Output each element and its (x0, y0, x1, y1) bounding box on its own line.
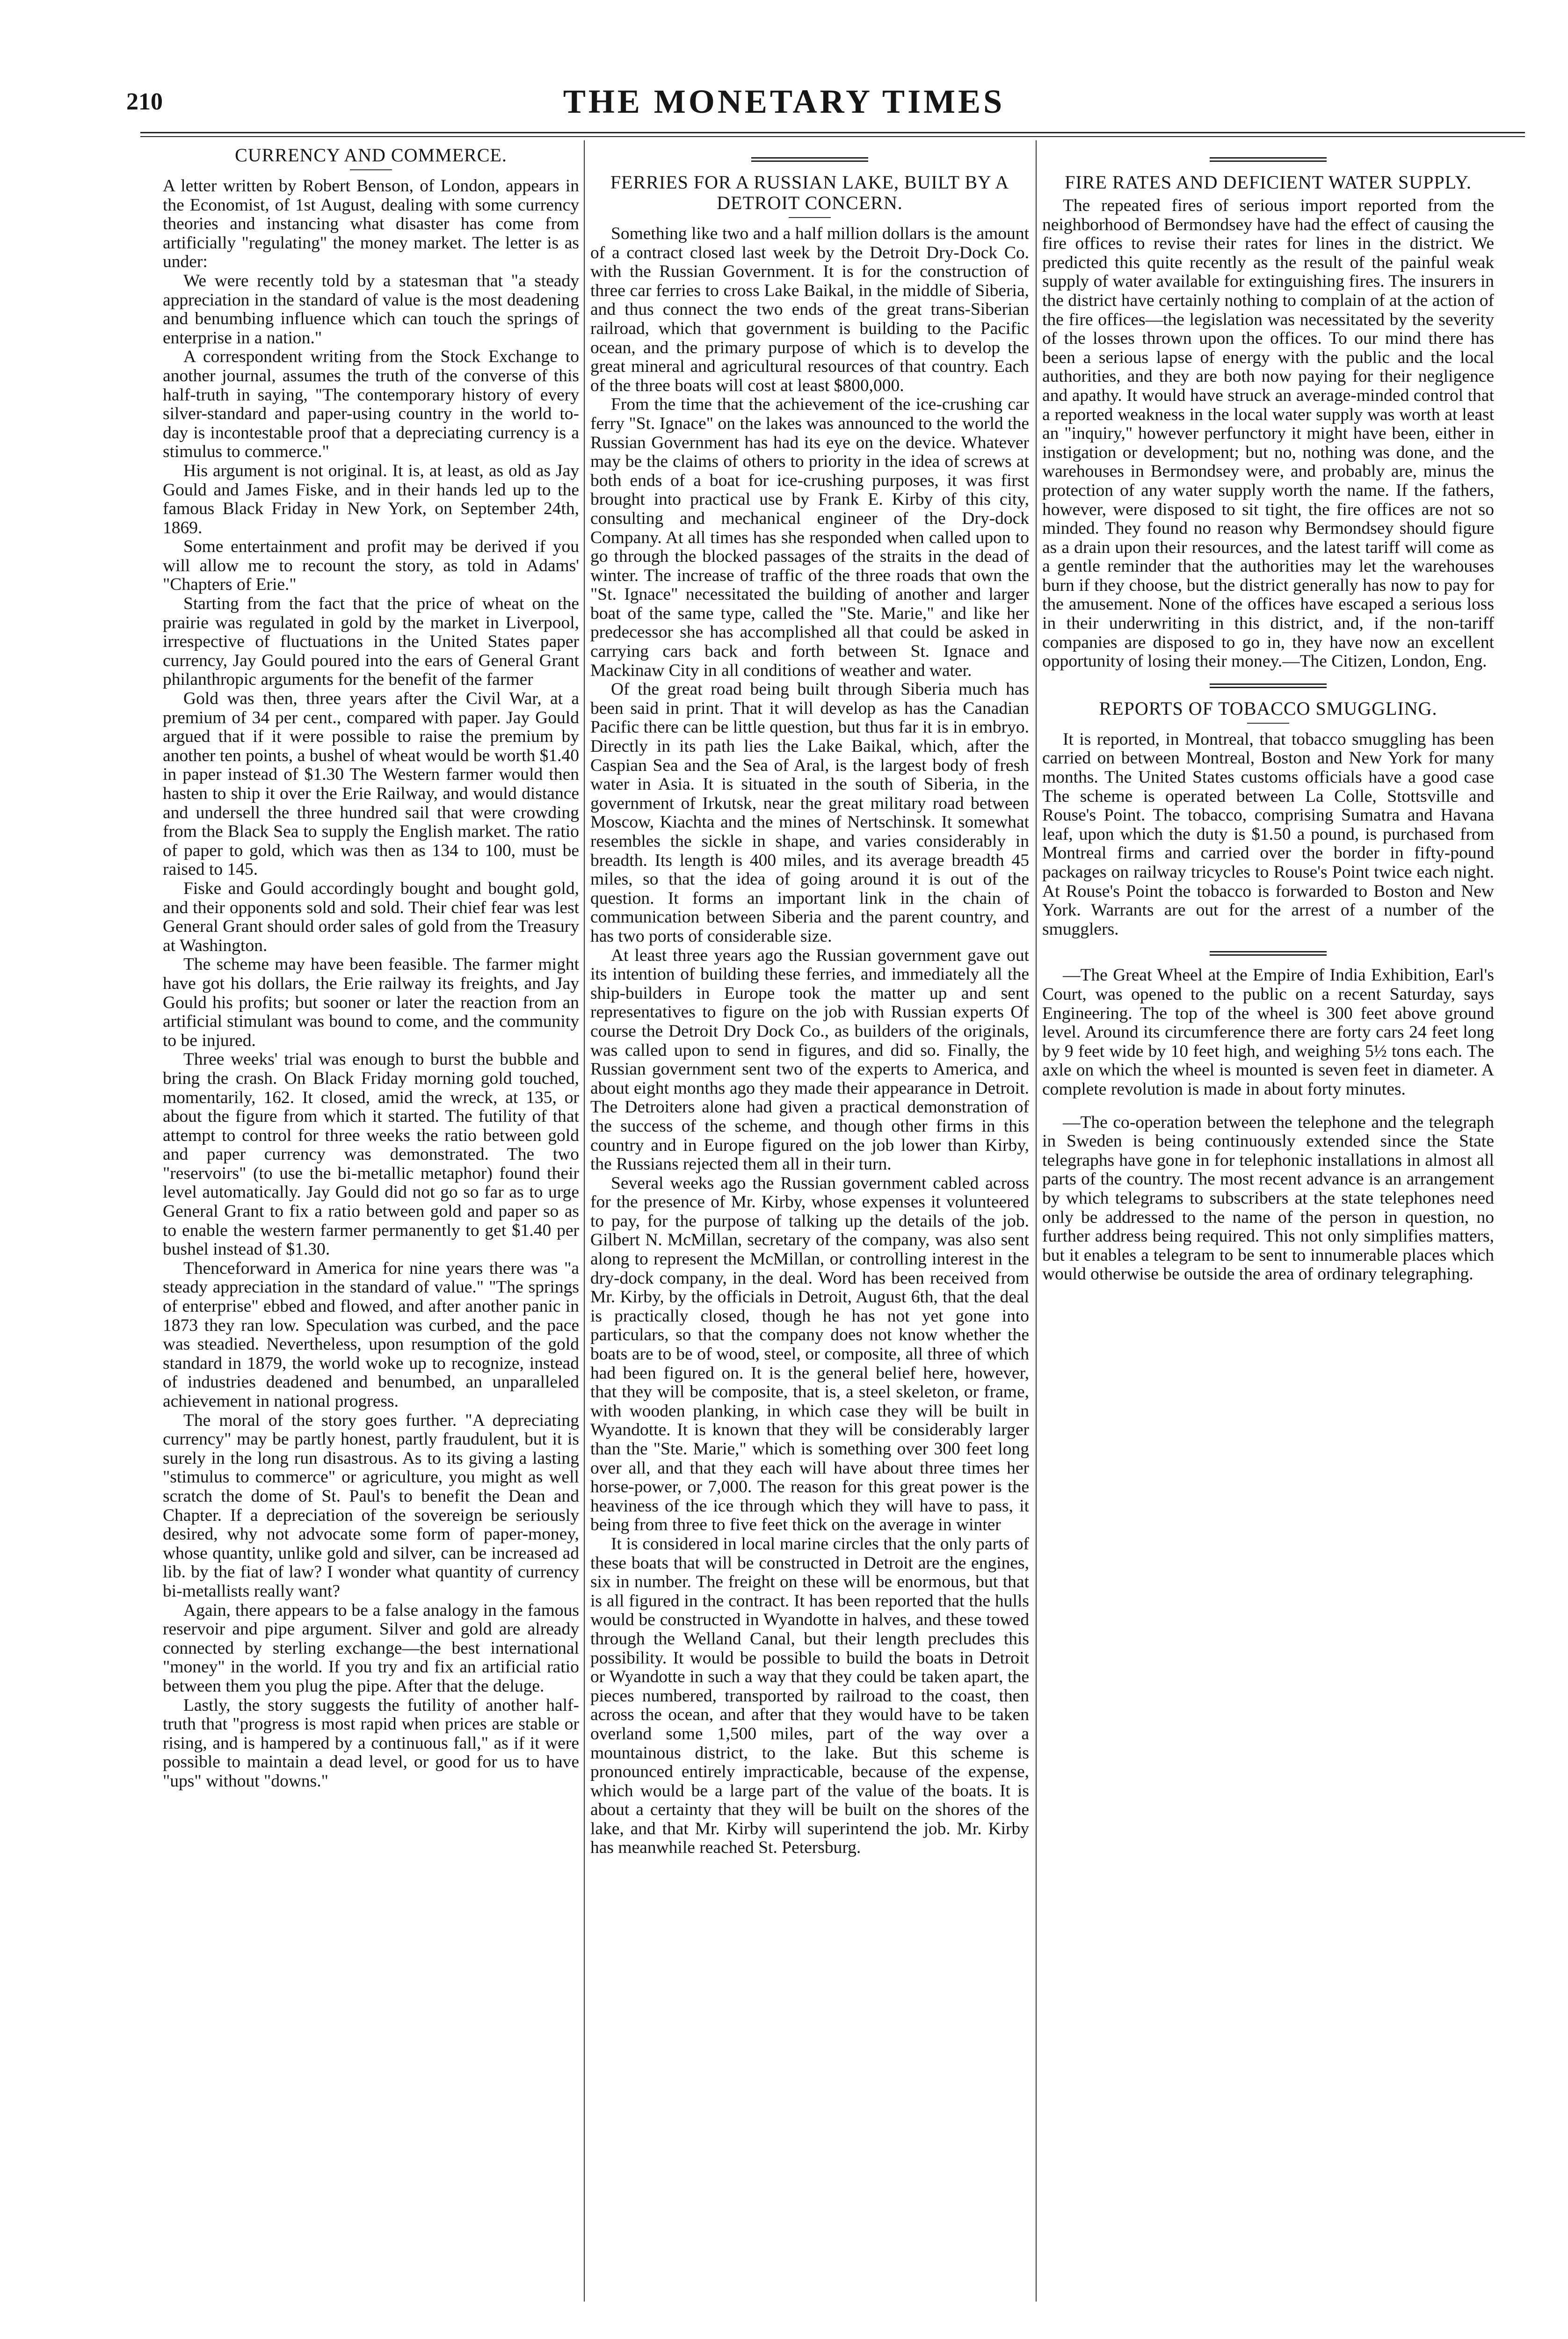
paragraph: Fiske and Gould accordingly bought and bought gold, and their opponents sold and sold. Their chief fear was lest General Grant should order sales of gold from the Treasury at Washington. (163, 879, 579, 955)
paragraph: Something like two and a half million dollars is the amount of a contract closed last week by the Detroit Dry-Dock Co. with the Russian Government. It is for the construction of three car ferries to cross Lake Baikal, in the middle of Siberia, and thus connect the two ends of the great trans-Siberian railroad, which that government is building to the Pacific ocean, and the primary purpose of which is to develop the great mineral and agricultural resources of that country. Each of the three boats will cost at least $800,000. (590, 224, 1029, 395)
paragraph: At least three years ago the Russian government gave out its intention of building these ferries, and immediately all the ship-builders in Europe took the matter up and sent representatives to figure on the job with Russian experts Of course the Detroit Dry Dock Co., as builders of the originals, was called upon to send in figures, and did so. Finally, the Russian government sent two of the experts to America, and about eight months ago they made their appearance in Detroit. The Detroiters alone had given a practical demonstration of the success of the scheme, and though other firms in this country and in Europe figured on the job lower than Kirby, the Russians rejected them all in their turn. (590, 945, 1029, 1174)
column-3 (1042, 145, 1494, 2306)
article-title: FIRE RATES AND DEFICIENT WATER SUPPLY. (1065, 172, 1472, 193)
column-rule (1036, 140, 1037, 2302)
title-rule (350, 169, 392, 170)
paragraph: It is reported, in Montreal, that tobacco smuggling has been carried on between Montreal, Boston and New York for many months. The United States customs officials have a good case The scheme is operated between La Colle, Stottsville and Rouse's Point. The tobacco, comprising Sumatra and Havana leaf, upon which the duty is $1.50 a pound, is purchased from Montreal firms and carried over the border in fifty-pound packages on railway tricycles to Rouse's Point twice each night. At Rouse's Point the tobacco is forwarded to Boston and New York. Warrants are out for the arrest of a number of the smugglers. (1042, 729, 1494, 939)
section-divider (1210, 951, 1327, 956)
header-rule (140, 132, 1525, 137)
column-rule (584, 140, 585, 2302)
paragraph: —The co-operation between the telephone and the telegraph in Sweden is being continuously extended since the State telegraphs have gone in for telephonic installations in almost all parts of the country. The most recent advance is an arrangement by which telegrams to subscribers at the state telephones need only be addressed to the name of the person in question, no further address being required. This not only simplifies matters, but it enables a telegram to be sent to innumerable places which would otherwise be outside the area of ordinary telegraphing. (1042, 1112, 1494, 1284)
paragraph: Starting from the fact that the price of wheat on the prairie was regulated in gold by the market in Liverpool, irrespective of fluctuations in the United States paper currency, Jay Gould poured into the ears of General Grant philanthropic arguments for the benefit of the farmer (163, 594, 579, 690)
masthead-title: THE MONETARY TIMES (563, 83, 1005, 120)
paragraph: —The Great Wheel at the Empire of India Exhibition, Earl's Court, was opened to the public on a recent Saturday, says Engineering. The top of the wheel is 300 feet above ground level. Around its circumference there are forty cars 24 feet long by 9 feet wide by 10 feet high, and weighing 5½ tons each. The axle on which the wheel is mounted is seven feet in diameter. A complete revolution is made in about forty minutes. (1042, 966, 1494, 1099)
paragraph: His argument is not original. It is, at least, as old as Jay Gould and James Fiske, and in their hands led up to the famous Black Friday in New York, on September 24th, 1869. (163, 461, 579, 538)
article-title: REPORTS OF TOBACCO SMUGGLING. (1099, 697, 1437, 719)
article-title: FERRIES FOR A RUSSIAN LAKE, BUILT BY A DETROIT CONCERN. (610, 172, 1009, 213)
column-1 (163, 145, 579, 2306)
title-rule (789, 217, 831, 218)
paragraph: A letter written by Robert Benson, of London, appears in the Economist, of 1st August, dealing with some currency theories and instancing what disaster has come from artificially "regulating" the money market. The letter is as under: (163, 176, 579, 272)
paragraph: It is considered in local marine circles that the only parts of these boats that will be constructed in Detroit are the engines, six in number. The freight on these will be enormous, but that is all figured in the contract. It has been reported that the hulls would be constructed in Wyandotte in halves, and these towed through the Welland Canal, but their length precludes this possibility. It would be possible to build the boats in Detroit or Wyandotte in such a way that they could be taken apart, the pieces numbered, transported by railroad to the coast, then across the ocean, and after that they would have to be taken overland some 1,500 miles, part of the way over a mountainous district, to the lake. But this scheme is pronounced entirely impracticable, because of the expense, which would be a large part of the value of the boats. It is about a certainty that they will be built on the shores of the lake, and that Mr. Kirby will superintend the job. Mr. Kirby has meanwhile reached St. Petersburg. (590, 1534, 1029, 1858)
paragraph: Three weeks' trial was enough to burst the bubble and bring the crash. On Black Friday morning gold touched, momentarily, 162. It closed, amid the wreck, at 135, or about the figure from which it started. The futility of that attempt to control for three weeks the ratio between gold and paper currency was demonstrated. The two "reservoirs" (to use the bi-metallic metaphor) found their level automatically. Jay Gould did not go so far as to urge General Grant to fix a ratio between gold and paper so as to enable the western farmer permanently to get $1.40 per bushel instead of $1.30. (163, 1050, 579, 1259)
paragraph: The scheme may have been feasible. The farmer might have got his dollars, the Erie railway its freights, and Jay Gould his profits; but sooner or later the reaction from an artificial stimulant was bound to come, and the community to be injured. (163, 955, 579, 1050)
column-2 (590, 145, 1029, 2306)
paragraph: Several weeks ago the Russian government cabled across for the presence of Mr. Kirby, whose expenses it volunteered to pay, for the purpose of talking up the details of the job. Gilbert N. McMillan, secretary of the company, was also sent along to represent the McMillan, or controlling interest in the dry-dock company, in the deal. Word has been received from Mr. Kirby, by the officials in Detroit, August 6th, that the deal is practically closed, though he has not yet gone into particulars, so that the company does not know whether the boats are to be of wood, steel, or composite, all three of which had been figured on. It is the general belief here, however, that they will be composite, that is, a steel skeleton, or frame, with wooden planking, in which case they will be built in Wyandotte. It is known that they will be considerably larger than the "Ste. Marie," which is something over 300 feet long over all, and that they each will have about three times her horse-power, or 7,000. The reason for this great power is the heaviness of the ice through which they will have to pass, it being from three to five feet thick on the average in winter (590, 1173, 1029, 1535)
article-title: CURRENCY AND COMMERCE. (235, 145, 507, 166)
paragraph: Gold was then, three years after the Civil War, at a premium of 34 per cent., compared with paper. Jay Gould argued that if it were possible to raise the premium by another ten points, a bushel of wheat would be worth $1.40 in paper instead of $1.30 The Western farmer would then hasten to ship it over the Erie Railway, and would distance and undersell the three hundred sail that were crowding from the Black Sea to supply the English market. The ratio of paper to gold, which was then as 134 to 100, must be raised to 145. (163, 689, 579, 879)
paragraph: A correspondent writing from the Stock Exchange to another journal, assumes the truth of the converse of this half-truth in saying, "The contemporary history of every silver-standard and paper-using country in the world to-day is incontestable proof that a depreciating currency is a stimulus to commerce." (163, 347, 579, 462)
paragraph: Again, there appears to be a false analogy in the famous reservoir and pipe argument. Silver and gold are already connected by sterling exchange—the best international "money" in the world. If you try and fix an artificial ratio between them you plug the pipe. After that the deluge. (163, 1600, 579, 1696)
paragraph: Some entertainment and profit may be derived if you will allow me to recount the story, as told in Adams' "Chapters of Erie." (163, 537, 579, 595)
paragraph: Lastly, the story suggests the futility of another half-truth that "progress is most rapid when prices are stable or rising, and is hampered by a continuous fall," as if it were possible to maintain a dead level, or good for us to have "ups" without "downs." (163, 1695, 579, 1791)
section-divider (1210, 157, 1327, 162)
paragraph: Of the great road being built through Siberia much has been said in print. That it will develop as has the Canadian Pacific there can be little question, but thus far it is in embryo. Directly in its path lies the Lake Baikal, which, after the Caspian Sea and the Sea of Aral, is the largest body of fresh water in Asia. It is situated in the south of Siberia, in the government of Irkutsk, near the great military road between Moscow, Kiachta and the mines of Nertschinsk. It somewhat resembles the sickle in shape, and varies considerably in breadth. Its length is 400 miles, and its average breadth 45 miles, so that the idea of going around it is out of the question. It forms an important link in the chain of communication between Siberia and the parent country, and has two ports of considerable size. (590, 680, 1029, 946)
section-divider (751, 157, 868, 162)
section-divider (1210, 683, 1327, 688)
paragraph: The repeated fires of serious import reported from the neighborhood of Bermondsey have had the effect of causing the fire offices to revise their rates for lines in the district. We predicted this quite recently as the result of the painful weak supply of water available for extinguishing fires. The insurers in the district have certainly nothing to complain of at the action of the fire offices—the legislation was necessitated by the severity of the losses thrown upon the offices. To our mind there has been a serious lapse of energy with the public and the local authorities, and they are both now paying for their negligence and apathy. It would have struck an average-minded control that a reported weakness in the local water supply was worth at least an "inquiry," however perfunctory it might have been, either in instigation or development; but no, nothing was done, and the warehouses in Bermondsey were, and probably are, minus the protection of any water supply worth the name. If the fathers, however, were disposed to sit tight, the fire offices are not so minded. They found no reason why Bermondsey should figure as a drain upon their resources, and the latest tariff will come as a gentle reminder that the authorities may let the warehouses burn if they choose, but the district generally has now to pay for the amusement. None of the offices have escaped a serious loss in their underwriting in this district, and, if the non-tariff companies are disposed to go in, they have now an excellent opportunity of losing their money.—The Citizen, London, Eng. (1042, 196, 1494, 671)
paragraph: Thenceforward in America for nine years there was "a steady appreciation in the standard of value." "The springs of enterprise" ebbed and flowed, and after another panic in 1873 they ran low. Speculation was curbed, and the pace was steadied. Nevertheless, upon resumption of the gold standard in 1879, the world woke up to recognize, instead of industries deadened and benumbed, an unparalleled achievement in national progress. (163, 1258, 579, 1411)
paragraph: We were recently told by a statesman that "a steady appreciation in the standard of value is the most deadening and benumbing influence which can touch the springs of enterprise in a nation." (163, 271, 579, 348)
paragraph: From the time that the achievement of the ice-crushing car ferry "St. Ignace" on the lakes was announced to the world the Russian Government has had its eye on the device. Whatever may be the claims of others to priority in the idea of screws at both ends of a boat for ice-crushing purposes, it was first brought into practical use by Frank E. Kirby of this city, consulting and mechanical engineer of the Dry-dock Company. At all times has she responded when called upon to go through the blocked passages of the straits in the dead of winter. The increase of traffic of the three roads that own the "St. Ignace" necessitated the building of another and larger boat of the same type, called the "Ste. Marie," and like her predecessor she has accomplished all that could be asked in carrying cars back and forth between St. Ignace and Mackinaw City in all conditions of weather and water. (590, 395, 1029, 680)
paragraph: The moral of the story goes further. "A depreciating currency" may be partly honest, partly fraudulent, but it is surely in the long run disastrous. As to its giving a lasting "stimulus to commerce" or agriculture, you might as well scratch the dome of St. Paul's to benefit the Dean and Chapter. If a depreciation of the sovereign be seriously desired, why not advocate some form of paper-money, whose quantity, unlike gold and silver, can be increased ad lib. by the fiat of law? I wonder what quantity of currency bi-metallists really want? (163, 1410, 579, 1601)
title-rule (1247, 723, 1289, 724)
page-number: 210 (126, 88, 163, 115)
